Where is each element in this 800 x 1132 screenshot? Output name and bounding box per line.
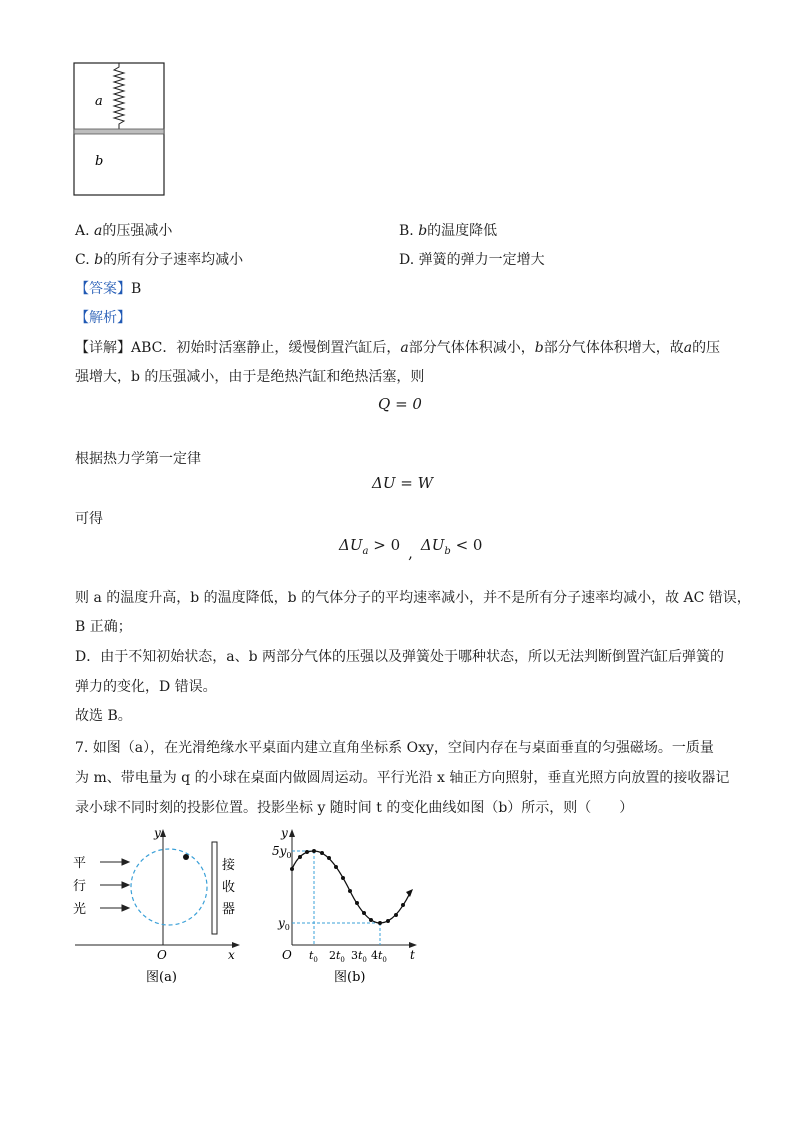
figure-a-diagram xyxy=(70,825,250,990)
t-tick-3: $3t_0$ xyxy=(351,949,367,964)
receiver-label-2: 收 xyxy=(222,880,236,895)
t-tick-2: $2t_0$ xyxy=(329,949,345,964)
receiver xyxy=(212,842,217,934)
fig-a-y-label: y xyxy=(154,826,161,840)
detail-line-2: 强增大，b 的压强减小，由于是绝热汽缸和绝热活塞，则 xyxy=(75,369,425,385)
q7-line-3: 录小球不同时刻的投影位置。投影坐标 y 随时间 t 的变化曲线如图（b）所示，则（ ） xyxy=(75,800,634,816)
y-min-label: $y_0$ xyxy=(278,916,290,932)
q7-line-1: 7. 如图（a），在光滑绝缘水平桌面内建立直角坐标系 Oxy，空间内存在与桌面垂直的匀强磁场。一质量 xyxy=(75,740,714,756)
t-tick-1: $t_0$ xyxy=(309,949,318,964)
detail-tag: 【详解】 xyxy=(75,340,131,356)
d-line-2: 弹力的变化，D 错误。 xyxy=(75,679,217,695)
piston xyxy=(74,129,164,134)
answer-value: B xyxy=(131,281,142,297)
region-b-label: b xyxy=(95,154,104,169)
answer-tag: 【答案】 xyxy=(75,281,131,297)
conclusion-line-1: 则 a 的温度升高，b 的温度降低，b 的气体分子的平均速率减小，并不是所有分子速率均减小，故 AC 错误， xyxy=(75,590,751,606)
analysis-line xyxy=(75,307,131,327)
fig-a-x-label: x xyxy=(228,948,235,962)
analysis-tag: 【解析】 xyxy=(75,310,131,326)
spring xyxy=(114,63,124,129)
detail-line-1: 【详解】ABC．初始时活塞静止，缓慢倒置汽缸后，a部分气体体积减小，b部分气体体积增大，故a的压 xyxy=(75,340,721,356)
receiver-label-3: 器 xyxy=(222,902,236,917)
light-arrows xyxy=(100,859,129,911)
y-max-label: $5y_0$ xyxy=(272,844,292,860)
q7-figure-a xyxy=(70,825,250,994)
cylinder-diagram xyxy=(73,62,168,197)
fig-b-caption: 图(b) xyxy=(334,970,366,985)
q6-figure xyxy=(73,62,168,201)
equation-q-zero: Q = 0 xyxy=(378,395,422,413)
t-tick-4: $4t_0$ xyxy=(371,949,387,964)
fig-b-origin: O xyxy=(282,948,292,962)
answer-line xyxy=(75,278,141,298)
ball xyxy=(183,854,189,860)
q7-figure-b xyxy=(270,825,430,994)
fig-a-origin: O xyxy=(157,948,167,962)
light-label-1: 平 xyxy=(73,856,87,871)
orbit-circle xyxy=(131,849,207,925)
conclusion-line-2: B 正确； xyxy=(75,619,132,635)
final-answer: 故选 B。 xyxy=(75,708,132,724)
light-label-2: 行 xyxy=(73,879,87,894)
d-line-1: D．由于不知初始状态，a、b 两部分气体的压强以及弹簧处于哪种状态，所以无法判断倒置汽缸后弹簧的 xyxy=(75,649,724,665)
option-a[interactable]: A. a的压强减小 xyxy=(75,223,173,239)
y-t-curve xyxy=(292,851,410,923)
obtain-text: 可得 xyxy=(75,511,103,527)
option-d[interactable]: D. 弹簧的弹力一定增大 xyxy=(399,252,545,268)
equation-delta-u: $\Delta U_a > 0$ , $\Delta U_b < 0$ xyxy=(339,536,483,562)
fig-a-caption: 图(a) xyxy=(146,970,177,985)
fig-b-t-label: t xyxy=(410,948,415,962)
option-b[interactable]: B. b的温度降低 xyxy=(399,223,498,239)
option-c[interactable]: C. b的所有分子速率均减小 xyxy=(75,252,244,268)
q7-line-2: 为 m、带电量为 q 的小球在桌面内做圆周运动。平行光沿 x 轴正方向照射，垂直光照方向放置的接收器记 xyxy=(75,770,730,786)
law-text: 根据热力学第一定律 xyxy=(75,451,201,467)
region-a-label: a xyxy=(95,94,103,109)
light-label-3: 光 xyxy=(73,902,87,917)
receiver-label-1: 接 xyxy=(222,858,236,873)
figure-b-graph xyxy=(270,825,430,990)
equation-first-law: ΔU = W xyxy=(372,474,433,492)
fig-b-y-label: y xyxy=(281,826,288,840)
